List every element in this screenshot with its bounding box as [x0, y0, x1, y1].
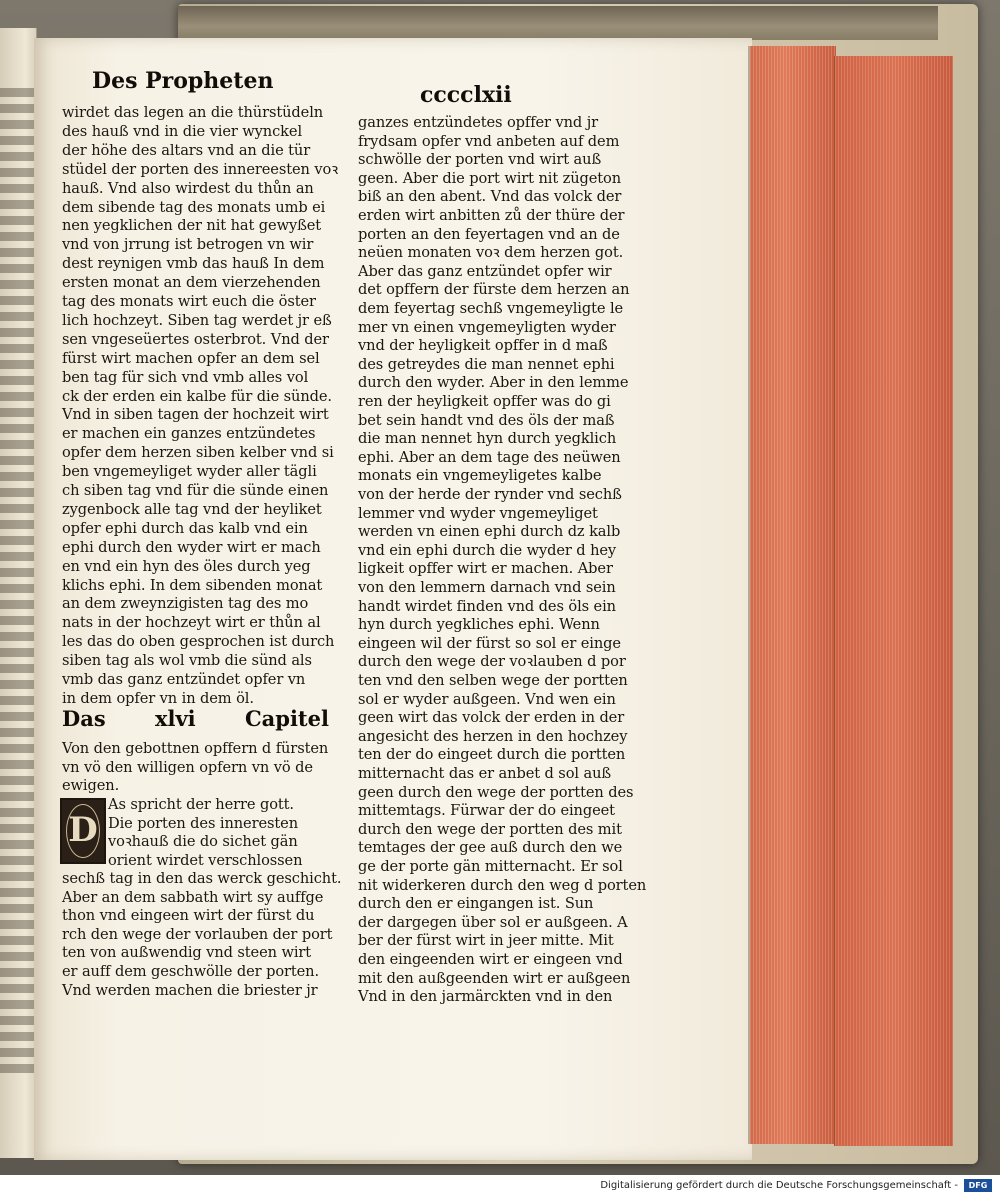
text-line: ben vngemeyliget wyder aller tägli [62, 463, 317, 481]
text-line: stüdel der porten des innereesten voꝛ [62, 160, 339, 178]
text-line: mer vn einen vngemeyligten wyder [358, 318, 616, 336]
text-line: ten von außwendig vnd steen wirt [62, 944, 312, 962]
text-line: tag des monats wirt euch die öster [62, 293, 316, 310]
text-line: des getreydes die man nennet ephi [358, 355, 615, 373]
text-line: orient wirdet verschlossen [108, 851, 303, 869]
footer-bar [0, 1175, 1000, 1197]
text-line: ersten monat an dem vierzehenden [62, 274, 321, 292]
text-line: nats in der hochzeyt wirt er thůn al [62, 614, 321, 632]
dfg-logo: DFG [964, 1179, 992, 1192]
text-line: vnd der heyligkeit opffer in d maß [358, 337, 608, 355]
text-line: werden vn einen ephi durch dz kalb [358, 523, 621, 541]
text-line: die man nennet hyn durch yegklich [358, 430, 617, 448]
text-line: thon vnd eingeen wirt der fürst du [62, 907, 315, 925]
text-line: ber der fürst wirt in jeer mitte. Mit [358, 932, 614, 950]
text-line: As spricht der herre gott. [108, 796, 294, 813]
text-line: dest reynigen vmb das hauß In dem [62, 255, 325, 273]
text-line: ten vnd den selben wege der portten [358, 672, 628, 689]
text-line: porten an den feyertagen vnd an de [358, 225, 620, 243]
text-line: sechß tag in den das werck geschicht. [62, 870, 342, 887]
text-line: durch den er eingangen ist. Sun [358, 895, 594, 913]
text-line: Vnd in den jarmärckten vnd in den [358, 988, 613, 1006]
text-line: von der herde der rynder vnd sechß [358, 486, 622, 503]
text-line: ganzes entzündetes opffer vnd jr [358, 114, 598, 131]
text-line: von den lemmern darnach vnd sein [358, 579, 616, 596]
text-line: les das do oben gesprochen ist durch [62, 633, 335, 651]
text-line: ge der porte gän mitternacht. Er sol [358, 858, 623, 875]
text-line: ch siben tag vnd für die sünde einen [62, 482, 329, 499]
text-line: neüen monaten voꝛ dem herzen got. [358, 244, 624, 262]
text-line: ephi durch den wyder wirt er mach [62, 538, 321, 556]
text-line: lemmer vnd wyder vngemeyliget [358, 504, 598, 522]
text-line: geen durch den wege der portten des [358, 783, 634, 801]
text-line: Vnd in siben tagen der hochzeit wirt [62, 406, 329, 424]
text-line: nen yegklichen der nit hat gewyßet [62, 217, 322, 235]
text-line: mittemtags. Fürwar der do eingeet [358, 802, 615, 820]
text-line: klichs ephi. In dem sibenden monat [62, 576, 323, 594]
text-line: rch den wege der vorlauben der port [62, 925, 333, 943]
text-line: lich hochzeyt. Siben tag werdet jr eß [62, 311, 332, 329]
text-line: Die porten des inneresten [108, 814, 298, 832]
folio-number: cccclxii [420, 82, 512, 108]
text-line: der höhe des altars vnd an die tür [62, 141, 311, 159]
text-line: eingeen wil der fürst so sol er einge [358, 634, 621, 652]
text-line: mit den außgeenden wirt er außgeen [358, 969, 631, 987]
text-line: sen vngeseüertes osterbrot. Vnd der [62, 330, 329, 348]
text-line: monats ein vngemeyligetes kalbe [358, 467, 602, 485]
text-line: wirdet das legen an die thürstüdeln [62, 104, 324, 121]
text-line: schwölle der porten vnd wirt auß [358, 151, 602, 169]
text-line: angesicht des herzen in den hochzey [358, 727, 628, 745]
text-line: ben tag für sich vnd vmb alles vol [62, 368, 309, 386]
text-line: sol er wyder außgeen. Vnd wen ein [358, 690, 616, 708]
text-line: ligkeit opffer wirt er machen. Aber [358, 560, 613, 578]
decorated-initial [60, 798, 106, 864]
text-line: erden wirt anbitten zů der thüre der [358, 207, 625, 224]
text-line: ren der heyligkeit opffer was do gi [358, 393, 611, 410]
text-line: in dem opfer vn in dem öl. [62, 689, 254, 707]
running-title: Des Propheten [92, 68, 274, 94]
text-line: an dem zweynzigisten tag des mo [62, 595, 309, 613]
text-line: Aber das ganz entzündet opfer wir [358, 262, 612, 280]
text-line: des hauß vnd in die vier wynckel [62, 122, 303, 140]
text-line: dem feyertag sechß vngemeyligte le [358, 300, 624, 317]
text-line: siben tag als wol vmb die sünd als [62, 652, 312, 670]
text-line: fürst wirt machen opfer an dem sel [62, 349, 320, 367]
text-line: ephi. Aber an dem tage des neüwen [358, 448, 621, 466]
text-line: en vnd ein hyn des öles durch yeg [62, 557, 311, 575]
text-line: der dargegen über sol er außgeen. A [358, 913, 628, 931]
text-line: Von den gebottnen opffern d fürsten [62, 740, 329, 757]
text-line: ten der do eingeet durch die portten [358, 746, 626, 764]
text-line: vnd von jrrung ist betrogen vn wir [62, 236, 314, 254]
text-line: durch den wege der voꝛlauben d por [358, 653, 626, 671]
footer-credit: Digitalisierung gefördert durch die Deutsche Forschungsgemeinschaft - [600, 1180, 958, 1191]
text-line: handt wirdet finden vnd des öls ein [358, 597, 616, 615]
text-line: ewigen. [62, 777, 120, 794]
text-line: durch den wege der portten des mit [358, 820, 622, 838]
text-line: den eingeenden wirt er eingeen vnd [358, 951, 623, 968]
text-line: frydsam opfer vnd anbeten auf dem [358, 132, 620, 150]
text-line: nit widerkeren durch den weg d porten [358, 876, 647, 894]
initial-letter: D [68, 810, 98, 850]
text-line: opfer dem herzen siben kelber vnd si [62, 444, 334, 462]
text-line: hyn durch yegkliches ephi. Wenn [358, 616, 600, 634]
text-line: durch den wyder. Aber in den lemme [358, 374, 629, 392]
text-line: biß an den abent. Vnd das volck der [358, 188, 622, 206]
text-line: hauß. Vnd also wirdest du thůn an [62, 179, 314, 197]
text-line: vn vö den willigen opfern vn vö de [62, 758, 313, 776]
text-line: Aber an dem sabbath wirt sy auffge [62, 888, 324, 906]
text-line: er auff dem geschwölle der porten. [62, 963, 320, 980]
chapter-heading: Das xlvi Capitel [62, 706, 329, 731]
text-line: Vnd werden machen die briester jr [62, 981, 318, 999]
text-line: vmb das ganz entzündet opfer vn [62, 671, 306, 688]
text-line: er machen ein ganzes entzündetes [62, 425, 316, 443]
text-line: bet sein handt vnd des öls der maß [358, 411, 615, 429]
text-line: mitternacht das er anbet d sol auß [358, 765, 612, 782]
text-line: geen. Aber die port wirt nit zügeton [358, 169, 622, 187]
text-line: voꝛhauß die do sichet gän [108, 833, 298, 850]
text-line: vnd ein ephi durch die wyder d hey [358, 541, 617, 559]
text-line: temtages der gee auß durch den we [358, 839, 623, 857]
text-line: dem sibende tag des monats umb ei [62, 198, 326, 216]
text-line: zygenbock alle tag vnd der heyliket [62, 500, 322, 518]
text-line: det opffern der fürste dem herzen an [358, 281, 630, 299]
text-line: opfer ephi durch das kalb vnd ein [62, 519, 308, 537]
text-line: geen wirt das volck der erden in der [358, 709, 625, 727]
text-line: ck der erden ein kalbe für die sünde. [62, 387, 332, 405]
